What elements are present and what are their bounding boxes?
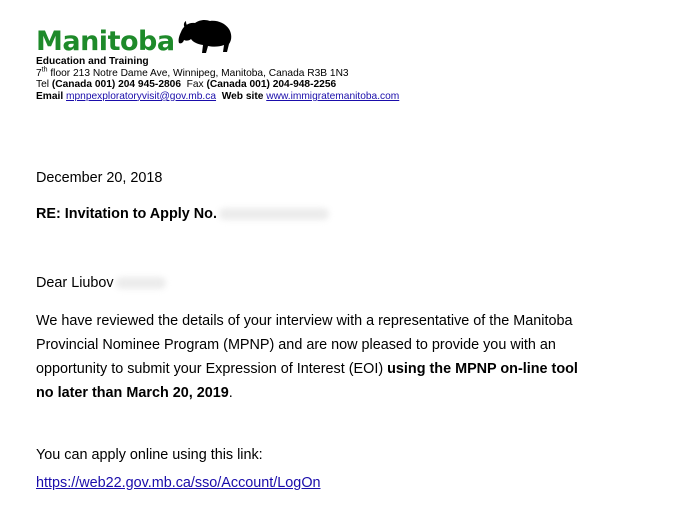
redacted-number (219, 208, 329, 220)
bison-icon (177, 18, 235, 56)
address-line: 7th floor 213 Notre Dame Ave, Winnipeg, Manitoba, Canada R3B 1N3 (36, 66, 349, 79)
fax-number: (Canada 001) 204-948-2256 (206, 79, 337, 91)
letter-date: December 20, 2018 (36, 170, 163, 186)
logo-wordmark: Manitoba (36, 26, 175, 57)
apply-link[interactable]: https://web22.gov.mb.ca/sso/Account/LogOn (36, 475, 321, 491)
email-link[interactable]: mpnpexploratoryvisit@gov.mb.ca (66, 90, 217, 102)
website-link[interactable]: www.immigratemanitoba.com (266, 90, 400, 102)
salutation: Dear Liubov (36, 271, 166, 295)
department-name: Education and Training (36, 56, 149, 67)
redacted-name (116, 277, 166, 289)
manitoba-logo (36, 18, 399, 56)
tel-number: (Canada 001) 204 945-2806 (51, 79, 181, 91)
deadline-tool-text: using the MPNP on-line tool (387, 361, 578, 377)
body-paragraph: We have reviewed the details of your interview with a representative of the Manitoba Provincial Nominee Program (MPNP) and are now pleased to provide you with an opportunity to submit your Expression of Interest (EOI) using the MPNP on-line tool no later than March 20, 2019. (36, 313, 578, 401)
apply-instruction: You can apply online using this link: (36, 447, 263, 463)
letterhead (36, 18, 399, 102)
contact-line: Email mpnpexploratoryvisit@gov.mb.ca Web site www.immigratemanitoba.com (36, 90, 400, 102)
re-line: RE: Invitation to Apply No. (36, 202, 329, 226)
phone-fax-line: Tel (Canada 001) 204 945-2806 Fax (Canada 001) 204-948-2256 (36, 79, 337, 91)
deadline-date-text: no later than March 20, 2019 (36, 385, 229, 401)
